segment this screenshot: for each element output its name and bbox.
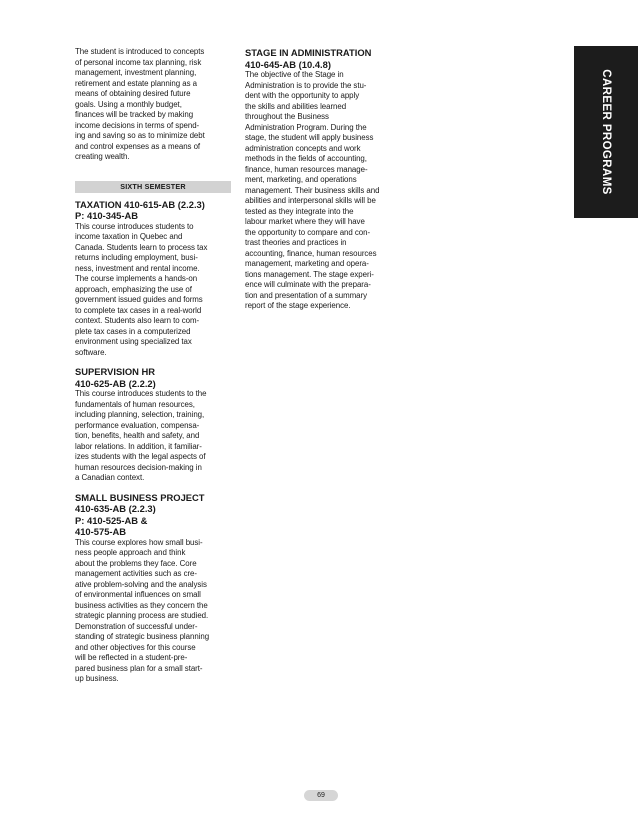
- course-taxation: [75, 199, 231, 359]
- course-title: TAXATION 410-615-AB (2.2.3) P: 410-345-AB: [75, 198, 205, 221]
- page-number: 69: [304, 790, 338, 801]
- course-stage-in-administration: [245, 47, 395, 312]
- left-column: [75, 47, 231, 693]
- course-description: This course introduces students to income taxation in Quebec and Canada. Students learn to process tax returns including employment, busi- ness, investment and rental income. The course implements a hands-on approach, emphasizing the use of government issued guides and forms to complete tax cases in a real-world context. Students also learn to com- plete tax cases in a computerized environment using specialized tax software.: [75, 221, 208, 357]
- course-description: This course explores how small busi- ness people approach and think about the problems they face. Core management activities such as cre- ative problem-solving and the analysis of environmental influences on small business activities as they concern the strategic planning process are studied. Demonstration of successful under- standing of strategic business planning and other objectives for this course will be reflected in a student-pre- pared business plan for a small start- up business.: [75, 537, 210, 683]
- course-supervision-hr: [75, 366, 231, 484]
- career-programs-tab: [574, 46, 638, 218]
- course-title: STAGE IN ADMINISTRATION 410-645-AB (10.4.8): [245, 47, 372, 70]
- intro-paragraph: The student is introduced to concepts of personal income tax planning, risk management, investment planning, retirement and estate planning as a means of obtaining desired future goals. Using a monthly budget, finances will be tracked by making income decisions in terms of spend- ing and saving so as to minimize debt and control expenses as a means of creating wealth.: [75, 47, 205, 161]
- course-title: SMALL BUSINESS PROJECT 410-635-AB (2.2.3) P: 410-525-AB & 410-575-AB: [75, 491, 205, 537]
- semester-heading: SIXTH SEMESTER: [75, 181, 231, 193]
- course-description: This course introduces students to the fundamentals of human resources, including planning, selection, training, performance evaluation, compensa- tion, benefits, health and safety, and labor relations. In addition, it familiar- izes students with the legal aspects of human resources decision-making in a Canadian context.: [75, 389, 207, 482]
- right-column: [245, 47, 395, 320]
- course-description: The objective of the Stage in Administration is to provide the stu- dent with the opportunity to apply the skills and abilities learned throughout the Business Administration Program. During the stage, the student will apply business administration concepts and work methods in the fields of accounting, finance, human resources manage- ment, marketing, and operations management. Their business skills and abilities and interpersonal skills will be tested as they integrate into the labour market where they will have the opportunity to compare and con- trast theories and practices in accounting, finance, human resources management, marketing and opera- tions management. The stage experi- ence will culminate with the prepara- tion and presentation of a summary report of the stage experience.: [245, 70, 380, 310]
- side-tab-label: CAREER PROGRAMS: [600, 69, 612, 195]
- course-title: SUPERVISION HR 410-625-AB (2.2.2): [75, 366, 156, 389]
- course-small-business-project: [75, 492, 231, 685]
